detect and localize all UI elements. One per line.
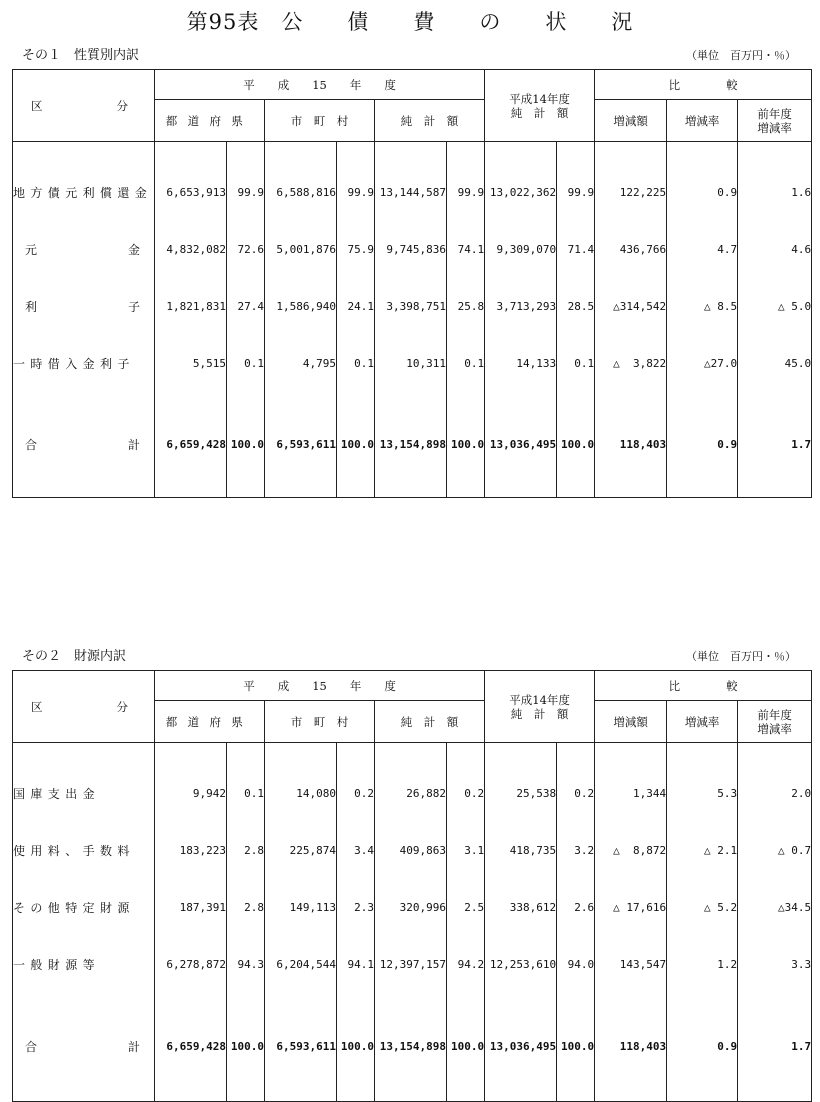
table-cell: 13,144,587 — [375, 164, 447, 221]
table-cell: △ 5.2 — [667, 879, 738, 936]
row-label: 合 計 — [13, 993, 155, 1102]
table-cell: 100.0 — [557, 993, 595, 1102]
table-cell: △314,542 — [595, 278, 667, 335]
table-cell: 149,113 — [265, 879, 337, 936]
table-cell: 12,397,157 — [375, 936, 447, 993]
header-kubun: 区 分 — [13, 671, 155, 743]
table-cell: 94.3 — [227, 936, 265, 993]
table-cell: 0.2 — [557, 765, 595, 822]
row-label: 利 子 — [13, 278, 155, 335]
table-cell: 74.1 — [447, 221, 485, 278]
table-cell: 75.9 — [337, 221, 375, 278]
table-row — [13, 765, 812, 822]
table-cell: 338,612 — [485, 879, 557, 936]
table-cell: 24.1 — [337, 278, 375, 335]
table-cell: 13,154,898 — [375, 392, 447, 498]
table-cell: 0.2 — [447, 765, 485, 822]
table-cell: 2.8 — [227, 822, 265, 879]
header-prefecture: 都道府県 — [155, 100, 265, 142]
row-label: 使用料、手数料 — [13, 822, 155, 879]
table-cell: △ 2.1 — [667, 822, 738, 879]
table-cell: 27.4 — [227, 278, 265, 335]
header-compare: 比 較 — [595, 671, 812, 701]
table-cell: 25.8 — [447, 278, 485, 335]
table-cell: 99.9 — [557, 164, 595, 221]
table-cell: 0.9 — [667, 392, 738, 498]
table-cell: 14,133 — [485, 335, 557, 392]
table-cell: 99.9 — [337, 164, 375, 221]
table-cell: 100.0 — [447, 392, 485, 498]
header-prefecture: 都道府県 — [155, 701, 265, 743]
table-cell: △ 17,616 — [595, 879, 667, 936]
section2-table — [12, 670, 812, 1102]
table-cell: 4.7 — [667, 221, 738, 278]
header-change-amount: 増減額 — [595, 701, 667, 743]
table-row — [13, 822, 812, 879]
table-cell: 1.7 — [791, 437, 812, 451]
table-cell: 118,403 — [595, 392, 667, 498]
table-cell: 4.6 — [791, 242, 812, 256]
row-label: 地方債元利償還金 — [13, 164, 155, 221]
row-label: 一般財源等 — [13, 936, 155, 993]
table-cell: 45.0 — [784, 356, 812, 370]
row-label: 国庫支出金 — [13, 765, 155, 822]
table-cell: 9,745,836 — [375, 221, 447, 278]
header-h15: 平 成 15 年 度 — [155, 70, 485, 100]
header-net-total: 純 計 額 — [375, 701, 485, 743]
table-cell: 1,586,940 — [265, 278, 337, 335]
table-cell: 99.9 — [227, 164, 265, 221]
table-cell: 6,278,872 — [155, 936, 227, 993]
table-cell: 183,223 — [155, 822, 227, 879]
row-label: 合 計 — [13, 392, 155, 498]
section1-table — [12, 69, 812, 498]
table-cell: 4,795 — [265, 335, 337, 392]
table-cell: 12,253,610 — [485, 936, 557, 993]
table-cell: 320,996 — [375, 879, 447, 936]
header-change-amount: 増減額 — [595, 100, 667, 142]
row-label: 一時借入金利子 — [13, 335, 155, 392]
table-row — [13, 221, 812, 278]
table-cell: 0.2 — [337, 765, 375, 822]
header-prev-rate: 前年度 増減率 — [738, 100, 812, 142]
table-cell: 2.3 — [337, 879, 375, 936]
table-cell: 122,225 — [595, 164, 667, 221]
header-municipality: 市 町 村 — [265, 701, 375, 743]
table-cell: 100.0 — [227, 392, 265, 498]
table-cell: 2.5 — [447, 879, 485, 936]
table-cell: 3.2 — [557, 822, 595, 879]
table-cell: 2.6 — [557, 879, 595, 936]
table-cell: 100.0 — [447, 993, 485, 1102]
table-cell: 6,204,544 — [265, 936, 337, 993]
table-cell: 225,874 — [265, 822, 337, 879]
table-cell: 3.3 — [791, 957, 812, 971]
table-cell: 100.0 — [557, 392, 595, 498]
table-cell: 99.9 — [447, 164, 485, 221]
table-cell: 6,593,611 — [265, 993, 337, 1102]
table-cell: 94.0 — [557, 936, 595, 993]
table-cell: 13,154,898 — [375, 993, 447, 1102]
header-compare: 比 較 — [595, 70, 812, 100]
table-cell: 0.1 — [447, 335, 485, 392]
table-cell: 28.5 — [557, 278, 595, 335]
table-cell: 6,593,611 — [265, 392, 337, 498]
table-cell: 0.9 — [667, 164, 738, 221]
table-cell: 13,036,495 — [485, 993, 557, 1102]
row-label: 元 金 — [13, 221, 155, 278]
table-cell: 3,713,293 — [485, 278, 557, 335]
table-cell: 4,832,082 — [155, 221, 227, 278]
table-cell: 100.0 — [337, 993, 375, 1102]
table-cell: 187,391 — [155, 879, 227, 936]
table-cell: 418,735 — [485, 822, 557, 879]
section2-unit: （単位 百万円・％） — [686, 650, 796, 663]
table-cell: 1,821,831 — [155, 278, 227, 335]
header-prev-rate: 前年度 増減率 — [738, 701, 812, 743]
table-cell: 71.4 — [557, 221, 595, 278]
table-cell: 13,022,362 — [485, 164, 557, 221]
table-cell: 94.1 — [337, 936, 375, 993]
table-cell: △ 5.0 — [777, 299, 812, 313]
table-row — [13, 164, 812, 221]
table-cell: 72.6 — [227, 221, 265, 278]
table-cell: 0.1 — [227, 335, 265, 392]
table-cell: 436,766 — [595, 221, 667, 278]
header-change-rate: 増減率 — [667, 100, 738, 142]
section1-subtitle: その１ 性質別内訳 — [22, 48, 140, 63]
table-cell: △ 8,872 — [595, 822, 667, 879]
table-cell: 143,547 — [595, 936, 667, 993]
table-cell: 1.6 — [791, 185, 812, 199]
header-h15: 平 成 15 年 度 — [155, 671, 485, 701]
table-cell: 0.1 — [337, 335, 375, 392]
table-cell: 3,398,751 — [375, 278, 447, 335]
table-cell: 6,588,816 — [265, 164, 337, 221]
table-row — [13, 879, 812, 936]
table-row — [13, 335, 812, 392]
header-h14: 平成14年度 純 計 額 — [485, 70, 595, 142]
table-cell: 9,309,070 — [485, 221, 557, 278]
table-cell: 25,538 — [485, 765, 557, 822]
table-cell: 409,863 — [375, 822, 447, 879]
header-kubun: 区 分 — [13, 70, 155, 142]
table-cell: 3.1 — [447, 822, 485, 879]
table-cell: 2.8 — [227, 879, 265, 936]
table-cell: 10,311 — [375, 335, 447, 392]
table-cell: 9,942 — [155, 765, 227, 822]
table-cell: 0.9 — [667, 993, 738, 1102]
table-cell: 5,001,876 — [265, 221, 337, 278]
table-cell: △ 3,822 — [595, 335, 667, 392]
table-cell: 2.0 — [791, 786, 812, 800]
table-cell: 94.2 — [447, 936, 485, 993]
table-cell: 3.4 — [337, 822, 375, 879]
table-cell: 0.1 — [557, 335, 595, 392]
header-municipality: 市 町 村 — [265, 100, 375, 142]
table-cell: 1.7 — [791, 1040, 812, 1054]
table-cell: △34.5 — [777, 900, 812, 914]
table-row — [13, 278, 812, 335]
total-row — [13, 993, 812, 1102]
table-cell: 1,344 — [595, 765, 667, 822]
table-cell: 6,659,428 — [155, 993, 227, 1102]
table-cell: 100.0 — [337, 392, 375, 498]
total-row — [13, 392, 812, 498]
table-cell: 0.1 — [227, 765, 265, 822]
table-cell: 100.0 — [227, 993, 265, 1102]
table-cell: 118,403 — [595, 993, 667, 1102]
table-cell: 14,080 — [265, 765, 337, 822]
table-cell: 1.2 — [667, 936, 738, 993]
section1-unit: （単位 百万円・％） — [686, 49, 796, 62]
table-cell: △27.0 — [667, 335, 738, 392]
header-net-total: 純 計 額 — [375, 100, 485, 142]
table-row — [13, 936, 812, 993]
table-cell: 13,036,495 — [485, 392, 557, 498]
table-cell: 26,882 — [375, 765, 447, 822]
table-cell: △ 0.7 — [777, 843, 812, 857]
header-h14: 平成14年度 純 計 額 — [485, 671, 595, 743]
table-cell: △ 8.5 — [667, 278, 738, 335]
header-change-rate: 増減率 — [667, 701, 738, 743]
table-cell: 5,515 — [155, 335, 227, 392]
row-label: その他特定財源 — [13, 879, 155, 936]
table-cell: 5.3 — [667, 765, 738, 822]
section2-subtitle: その２ 財源内訳 — [22, 649, 127, 664]
page-title: 第95表 公 債 費 の 状 況 — [186, 10, 634, 34]
table-cell: 6,653,913 — [155, 164, 227, 221]
table-cell: 6,659,428 — [155, 392, 227, 498]
